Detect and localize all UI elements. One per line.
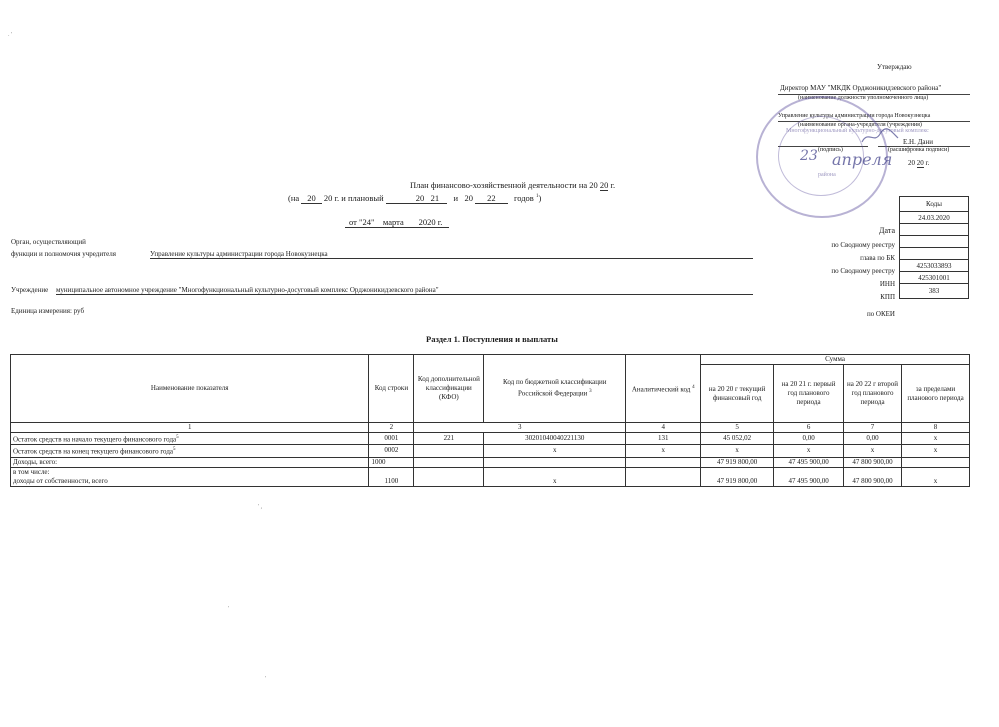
row-y2: x bbox=[774, 445, 844, 457]
position-caption: (наименование должности уполномоченного лица) bbox=[798, 95, 929, 101]
row-kbk bbox=[484, 457, 626, 467]
period-years-note: 1 bbox=[535, 194, 539, 200]
plan-period bbox=[288, 193, 541, 203]
plan-title bbox=[410, 180, 615, 190]
signature-caption: (подпись) bbox=[818, 147, 843, 153]
decode-caption: (расшифровка подписи) bbox=[888, 147, 950, 153]
col-numbers-row bbox=[11, 423, 970, 433]
period-year-c2: 22 bbox=[475, 193, 508, 204]
th-sum: Сумма bbox=[701, 355, 970, 365]
th-y2: на 20 21 г. первый год планового периода bbox=[774, 365, 844, 423]
codes-inn: 4253033893 bbox=[900, 260, 969, 272]
handwritten-day: 23 bbox=[800, 148, 818, 164]
th-kbk-note: 3 bbox=[589, 389, 592, 395]
row-code: 1000 bbox=[369, 457, 414, 467]
period-year-a: 20 bbox=[301, 193, 322, 204]
col-num: 7 bbox=[844, 423, 902, 433]
codes-svod-label: по Сводному реестру bbox=[831, 241, 895, 249]
th-analytic-text: Аналитический код bbox=[631, 385, 691, 394]
section-title: Раздел 1. Поступления и выплаты bbox=[426, 334, 558, 344]
row-name bbox=[11, 445, 369, 457]
codes-kpp: 425301001 bbox=[900, 272, 969, 284]
col-num: 5 bbox=[701, 423, 774, 433]
period-c: г. и плановый bbox=[334, 193, 384, 203]
row-analytic bbox=[626, 467, 701, 486]
date-year: 20 bbox=[916, 159, 924, 167]
table-row bbox=[11, 457, 970, 467]
codes-svod2 bbox=[900, 248, 969, 260]
row-name bbox=[11, 467, 369, 486]
col-num: 2 bbox=[369, 423, 414, 433]
approval-signer: Е.Н. Дани bbox=[903, 138, 933, 146]
row-code: 0002 bbox=[369, 445, 414, 457]
table-row bbox=[11, 467, 970, 486]
approval-title: Утверждаю bbox=[877, 63, 912, 71]
stamp-center-text: района bbox=[818, 172, 836, 178]
row-analytic: x bbox=[626, 445, 701, 457]
institution-label: Учреждение bbox=[11, 286, 49, 294]
row-kfo bbox=[414, 457, 484, 467]
date-suffix: г. bbox=[925, 159, 930, 167]
period-and: и bbox=[453, 193, 459, 203]
row-kbk: 30201040040221130 bbox=[484, 433, 626, 445]
codes-date: 24.03.2020 bbox=[900, 212, 969, 224]
row-beyond: x bbox=[902, 467, 970, 486]
period-open: (на bbox=[288, 193, 300, 203]
row-y2: 0,00 bbox=[774, 433, 844, 445]
plan-title-suffix: г. bbox=[610, 180, 616, 190]
codes-svod2-label: по Сводному реестру bbox=[831, 267, 895, 275]
row-y3: 0,00 bbox=[844, 433, 902, 445]
th-kfo: Код дополнительной классификации (КФО) bbox=[414, 355, 484, 423]
row-note: 5 bbox=[173, 447, 176, 453]
codes-glava-label: глава по БК bbox=[860, 254, 895, 262]
row-name-text: Остаток средств на начало текущего финансового года bbox=[13, 435, 177, 444]
row-kbk: x bbox=[484, 445, 626, 457]
organ-label-1: Орган, осуществляющий bbox=[11, 238, 86, 246]
row-analytic bbox=[626, 457, 701, 467]
plan-title-year: 20 bbox=[599, 180, 609, 190]
row-y2: 47 495 900,00 bbox=[774, 467, 844, 486]
scan-speck: ' bbox=[228, 606, 230, 612]
row-beyond bbox=[902, 457, 970, 467]
period-close: ) bbox=[538, 193, 542, 203]
col-num: 6 bbox=[774, 423, 844, 433]
row-y3: x bbox=[844, 445, 902, 457]
finance-table bbox=[10, 354, 970, 487]
period-year-b2: 21 bbox=[430, 193, 440, 203]
col-num: 4 bbox=[626, 423, 701, 433]
codes-svod bbox=[900, 224, 969, 236]
table-row bbox=[11, 445, 970, 457]
period-year-c: 20 bbox=[464, 193, 473, 203]
signature-scribble bbox=[860, 126, 900, 148]
row-y1: x bbox=[701, 445, 774, 457]
row-subhead: в том числе: bbox=[13, 467, 50, 476]
th-kbk-text: Код по бюджетной классификации Российской Федерации bbox=[503, 378, 607, 398]
plan-date-wrap bbox=[345, 217, 449, 228]
organ-value: Управление культуры администрации города Новокузнецка bbox=[150, 250, 753, 259]
approval-date bbox=[908, 159, 929, 167]
period-b: 20 bbox=[323, 193, 333, 203]
period-year-b: 20 bbox=[415, 193, 425, 203]
codes-okei-label: по ОКЕИ bbox=[866, 310, 895, 318]
period-year-b-wrap bbox=[386, 193, 447, 204]
date-year-prefix: 20 bbox=[908, 159, 915, 167]
th-kbk bbox=[484, 355, 626, 423]
th-analytic-note: 4 bbox=[692, 384, 695, 390]
approval-position: Директор МАУ "МКДК Орджоникидзевского района" bbox=[780, 84, 942, 92]
row-kfo bbox=[414, 467, 484, 486]
plan-date-year: 2020 г. bbox=[418, 217, 443, 227]
row-name-text: Остаток средств на конец текущего финансового года bbox=[13, 447, 174, 456]
approval-org: Управление культуры администрации города Новокузнецка bbox=[778, 113, 931, 119]
th-code-row: Код строки bbox=[369, 355, 414, 423]
org-caption: (наименование органа-учредителя (учреждения) bbox=[798, 122, 922, 128]
th-y3: на 20 22 г второй год планового периода bbox=[844, 365, 902, 423]
codes-okei: 383 bbox=[900, 284, 969, 299]
th-name: Наименование показателя bbox=[11, 355, 369, 423]
row-kfo bbox=[414, 445, 484, 457]
th-y1: на 20 20 г текущий финансовый год bbox=[701, 365, 774, 423]
codes-kpp-label: КПП bbox=[880, 293, 895, 301]
row-y1: 45 052,02 bbox=[701, 433, 774, 445]
codes-header: Коды bbox=[900, 197, 969, 212]
plan-date-month: марта bbox=[382, 217, 404, 227]
organ-label-2: функции и полномочия учредителя bbox=[11, 250, 116, 258]
row-beyond: x bbox=[902, 445, 970, 457]
row-note: 5 bbox=[176, 435, 179, 440]
row-name-text: доходы от собственности, всего bbox=[13, 476, 108, 485]
codes-glava bbox=[900, 236, 969, 248]
unit-label: Единица измерения: руб bbox=[11, 307, 85, 315]
period-years: годов bbox=[513, 193, 534, 203]
row-code: 0001 bbox=[369, 433, 414, 445]
table-row bbox=[11, 433, 970, 445]
codes-date-label: Дата bbox=[879, 226, 895, 235]
plan-date bbox=[345, 217, 449, 227]
row-code: 1100 bbox=[369, 467, 414, 486]
row-y2: 47 495 900,00 bbox=[774, 457, 844, 467]
codes-inn-label: ИНН bbox=[879, 280, 895, 288]
codes-table bbox=[899, 196, 969, 299]
col-num: 3 bbox=[414, 423, 626, 433]
scan-speck: ' , bbox=[258, 504, 263, 510]
row-y1: 47 919 800,00 bbox=[701, 457, 774, 467]
scan-speck: . ' bbox=[8, 32, 13, 38]
row-kfo: 221 bbox=[414, 433, 484, 445]
col-num: 1 bbox=[11, 423, 369, 433]
plan-title-text: План финансово-хозяйственной деятельности на 20 bbox=[410, 180, 598, 190]
row-name: Доходы, всего: bbox=[11, 457, 369, 467]
row-beyond: x bbox=[902, 433, 970, 445]
scan-speck: ' bbox=[265, 676, 267, 682]
row-kbk: x bbox=[484, 467, 626, 486]
th-analytic bbox=[626, 355, 701, 423]
row-y1: 47 919 800,00 bbox=[701, 467, 774, 486]
stamp-ring-text: Многофункциональный культурно-досуговый комплекс bbox=[786, 128, 929, 134]
row-y3: 47 800 900,00 bbox=[844, 457, 902, 467]
col-num: 8 bbox=[902, 423, 970, 433]
row-analytic: 131 bbox=[626, 433, 701, 445]
plan-date-label: от "24" bbox=[349, 217, 375, 227]
row-y3: 47 800 900,00 bbox=[844, 467, 902, 486]
th-beyond: за пределами планового периода bbox=[902, 365, 970, 423]
handwritten-month: апреля bbox=[832, 150, 893, 169]
institution-value: муниципальное автономное учреждение "Многофункциональный культурно-досуговый комплекс Орджоникидзевского района" bbox=[56, 286, 753, 295]
row-name bbox=[11, 433, 369, 445]
